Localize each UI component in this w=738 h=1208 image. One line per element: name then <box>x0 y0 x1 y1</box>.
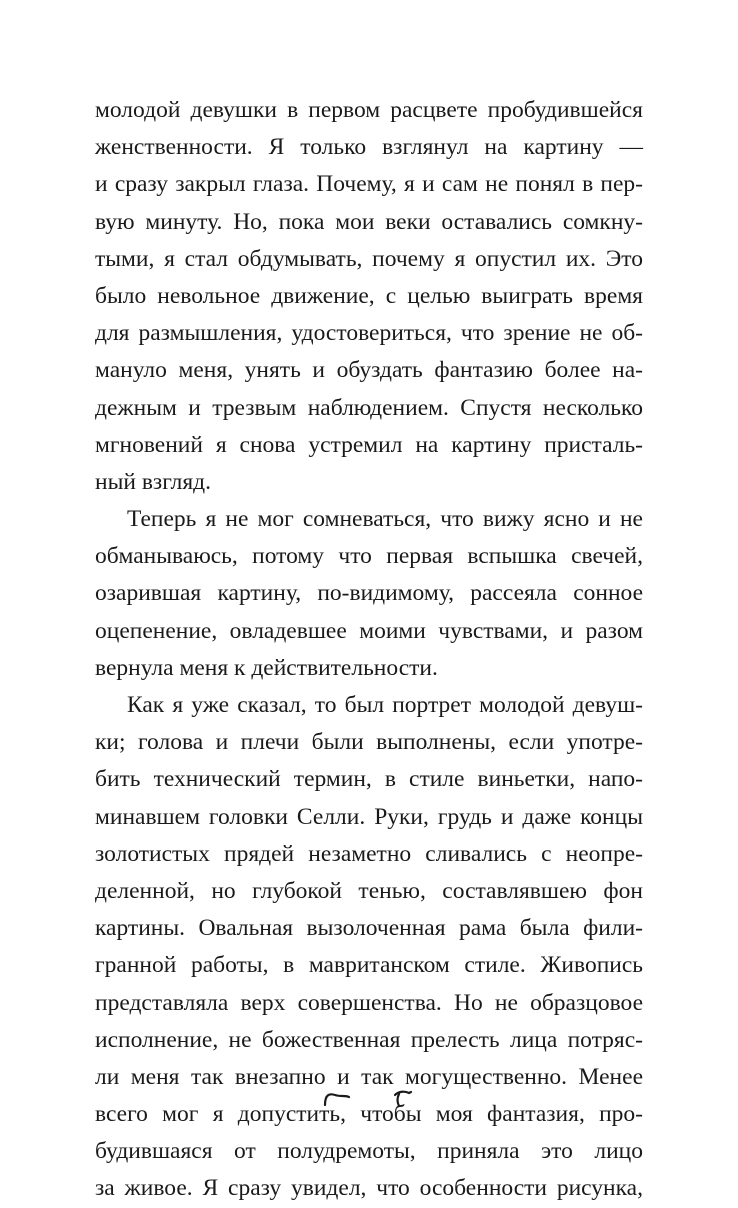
text-line: деленной, но глубокой тенью, составлявшею фон <box>95 877 643 904</box>
text-line: ки; голова и плечи были выполнены, если употре- <box>95 729 643 756</box>
text-line: будившаяся от полудремоты, приняла это лицо <box>95 1138 643 1165</box>
text-line: дежным и трезвым наблюдением. Спустя несколько <box>95 394 643 421</box>
text-line: мануло меня, унять и обуздать фантазию более на- <box>95 357 643 384</box>
text-line: молодой девушки в первом расцвете пробудившейся <box>95 97 643 123</box>
text-line: женственности. Я только взглянул на картину — <box>95 134 643 161</box>
text-line: ный взгляд. <box>95 468 212 495</box>
text-line: всего мог я допустить, чтобы моя фантазия, про- <box>95 1101 643 1128</box>
text-line: оцепенение, овладевшее моими чувствами, и разом <box>95 617 643 644</box>
text-line: ли меня так внезапно и так могущественно. Менее <box>95 1063 643 1090</box>
text-line: картины. Овальная вызолоченная рама была фили- <box>95 915 643 942</box>
text-line: золотистых прядей незаметно сливались с неопре- <box>95 840 643 867</box>
text-line: за живое. Я сразу увидел, что особенности рисунка, <box>95 1175 643 1202</box>
body-text <box>95 92 643 1208</box>
text-line: озарившая картину, по-видимому, рассеяла сонное <box>95 580 643 607</box>
text-line: мгновений я снова устремил на картину присталь- <box>95 431 643 458</box>
text-line: бить технический термин, в стиле виньетки, напо- <box>95 766 643 793</box>
text-line: гранной работы, в мавританском стиле. Живопись <box>95 952 643 979</box>
text-line: обманываюсь, потому что первая вспышка свечей, <box>95 543 643 570</box>
paragraph-first-line: Как я уже сказал, то был портрет молодой девуш- <box>127 692 643 718</box>
text-line: исполнение, не божественная прелесть лица потряс- <box>95 1026 643 1053</box>
text-line: вую минуту. Но, пока мои веки оставались сомкну- <box>95 208 643 235</box>
text-line: для размышления, удостовериться, что зрение не об- <box>95 320 643 347</box>
text-line: минавшем головки Селли. Руки, грудь и даже концы <box>95 803 643 830</box>
text-line: тыми, я стал обдумывать, почему я опустил их. Это <box>95 245 643 272</box>
text-line: и сразу закрыл глаза. Почему, я и сам не понял в пер- <box>95 171 643 198</box>
text-line: было невольное движение, с целью выиграть время <box>95 282 643 309</box>
paragraph-first-line: Теперь я не мог сомневаться, что вижу ясно и не <box>127 506 643 533</box>
page-ornament-icon <box>319 1089 419 1107</box>
text-line: вернула меня к действительности. <box>95 654 438 681</box>
text-line: представляла верх совершенства. Но не образцовое <box>95 989 643 1016</box>
